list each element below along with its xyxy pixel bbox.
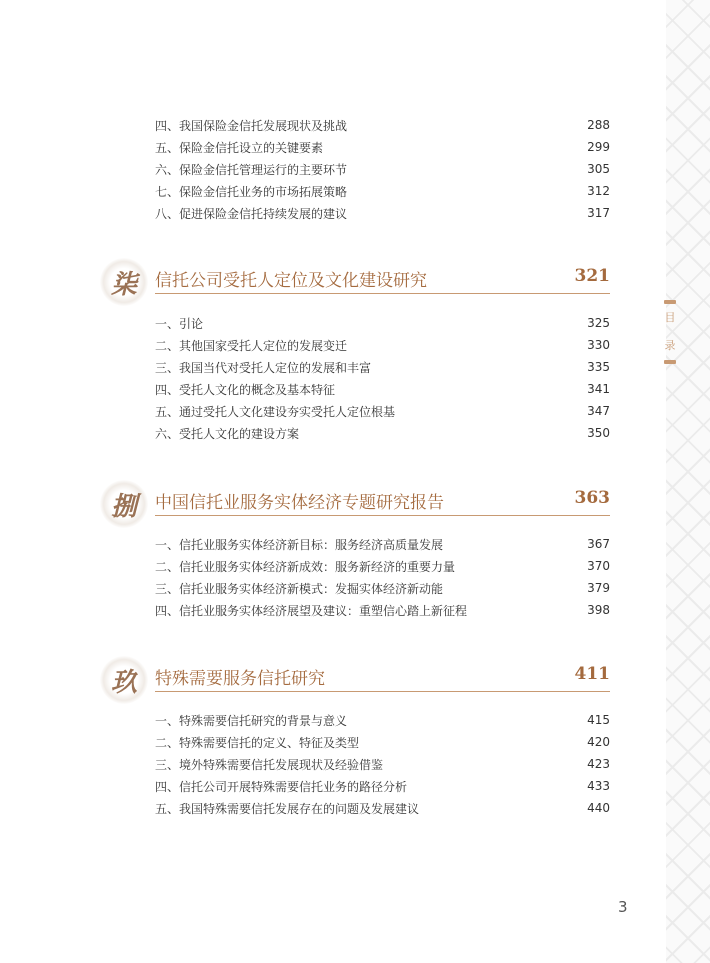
toc-entry[interactable] <box>155 180 610 202</box>
side-tab-char: 目 <box>664 311 676 324</box>
toc-entry-page: 288 <box>587 118 610 132</box>
section-badge-icon <box>100 258 148 306</box>
toc-entry-page: 341 <box>587 382 610 396</box>
toc-entry[interactable] <box>155 797 610 819</box>
toc-entry-page: 370 <box>587 559 610 573</box>
toc-entry-title: 一、特殊需要信托研究的背景与意义 <box>155 713 348 728</box>
section-heading[interactable] <box>100 258 610 306</box>
toc-list-section-9 <box>155 709 610 819</box>
toc-entry[interactable] <box>155 334 610 356</box>
toc-entry[interactable] <box>155 775 610 797</box>
toc-entry-page: 330 <box>587 338 610 352</box>
section-badge-char: 捌 <box>110 491 137 522</box>
toc-entry-title: 五、通过受托人文化建设夯实受托人定位根基 <box>155 404 396 419</box>
toc-entry[interactable] <box>155 533 610 555</box>
section-heading[interactable] <box>100 656 610 704</box>
toc-entry[interactable] <box>155 400 610 422</box>
toc-entry-title: 五、保险金信托设立的关键要素 <box>155 140 324 155</box>
side-tab-bracket-bottom <box>664 360 676 364</box>
toc-entry-title: 三、信托业服务实体经济新模式：发掘实体经济新动能 <box>155 581 444 596</box>
toc-list-continued <box>155 114 610 224</box>
toc-entry-page: 325 <box>587 316 610 330</box>
toc-entry[interactable] <box>155 555 610 577</box>
toc-side-tab <box>660 300 680 376</box>
section-title: 信托公司受托人定位及文化建设研究 <box>155 271 427 291</box>
toc-entry-page: 367 <box>587 537 610 551</box>
toc-entry-page: 379 <box>587 581 610 595</box>
toc-entry-title: 六、保险金信托管理运行的主要环节 <box>155 162 348 177</box>
toc-entry-title: 四、信托公司开展特殊需要信托业务的路径分析 <box>155 779 408 794</box>
side-tab-char: 录 <box>664 339 676 352</box>
section-heading[interactable] <box>100 480 610 528</box>
toc-entry-title: 三、我国当代对受托人定位的发展和丰富 <box>155 360 372 375</box>
section-divider <box>155 515 610 516</box>
toc-entry[interactable] <box>155 378 610 400</box>
toc-entry-page: 312 <box>587 184 610 198</box>
toc-list-section-8 <box>155 533 610 621</box>
toc-entry-page: 317 <box>587 206 610 220</box>
toc-entry-title: 四、信托业服务实体经济展望及建议：重塑信心踏上新征程 <box>155 603 468 618</box>
page-number: 3 <box>618 898 628 916</box>
toc-entry[interactable] <box>155 158 610 180</box>
toc-entry[interactable] <box>155 422 610 444</box>
toc-entry-title: 一、信托业服务实体经济新目标：服务经济高质量发展 <box>155 537 444 552</box>
toc-entry-page: 433 <box>587 779 610 793</box>
decorative-pattern-strip <box>666 0 710 963</box>
toc-entry-title: 二、信托业服务实体经济新成效：服务新经济的重要力量 <box>155 559 456 574</box>
toc-entry[interactable] <box>155 753 610 775</box>
toc-entry-page: 347 <box>587 404 610 418</box>
section-badge-icon <box>100 656 148 704</box>
section-badge-icon <box>100 480 148 528</box>
toc-entry-title: 七、保险金信托业务的市场拓展策略 <box>155 184 348 199</box>
toc-entry-page: 398 <box>587 603 610 617</box>
toc-entry-page: 440 <box>587 801 610 815</box>
toc-entry-page: 415 <box>587 713 610 727</box>
toc-entry-title: 六、受托人文化的建设方案 <box>155 426 300 441</box>
section-page: 363 <box>574 488 610 508</box>
toc-entry[interactable] <box>155 136 610 158</box>
toc-entry[interactable] <box>155 202 610 224</box>
toc-entry[interactable] <box>155 312 610 334</box>
toc-entry-page: 420 <box>587 735 610 749</box>
toc-entry-page: 350 <box>587 426 610 440</box>
section-page: 411 <box>574 664 610 684</box>
toc-entry-title: 三、境外特殊需要信托发展现状及经验借鉴 <box>155 757 384 772</box>
section-divider <box>155 293 610 294</box>
toc-entry-page: 423 <box>587 757 610 771</box>
toc-entry[interactable] <box>155 356 610 378</box>
toc-entry-title: 二、特殊需要信托的定义、特征及类型 <box>155 735 360 750</box>
section-badge-char: 玖 <box>110 667 137 698</box>
toc-entry[interactable] <box>155 731 610 753</box>
section-page: 321 <box>574 266 610 286</box>
toc-entry[interactable] <box>155 599 610 621</box>
toc-entry-title: 八、促进保险金信托持续发展的建议 <box>155 206 348 221</box>
toc-entry[interactable] <box>155 114 610 136</box>
toc-entry-page: 335 <box>587 360 610 374</box>
section-badge-char: 柒 <box>110 269 137 300</box>
toc-entry[interactable] <box>155 709 610 731</box>
toc-entry[interactable] <box>155 577 610 599</box>
toc-entry-title: 五、我国特殊需要信托发展存在的问题及发展建议 <box>155 801 420 816</box>
toc-entry-page: 299 <box>587 140 610 154</box>
section-divider <box>155 691 610 692</box>
toc-entry-title: 四、受托人文化的概念及基本特征 <box>155 382 336 397</box>
section-title: 特殊需要服务信托研究 <box>155 669 325 689</box>
toc-entry-title: 二、其他国家受托人定位的发展变迁 <box>155 338 348 353</box>
toc-entry-title: 四、我国保险金信托发展现状及挑战 <box>155 118 348 133</box>
toc-list-section-7 <box>155 312 610 444</box>
toc-entry-title: 一、引论 <box>155 316 204 331</box>
toc-entry-page: 305 <box>587 162 610 176</box>
section-title: 中国信托业服务实体经济专题研究报告 <box>155 493 444 513</box>
